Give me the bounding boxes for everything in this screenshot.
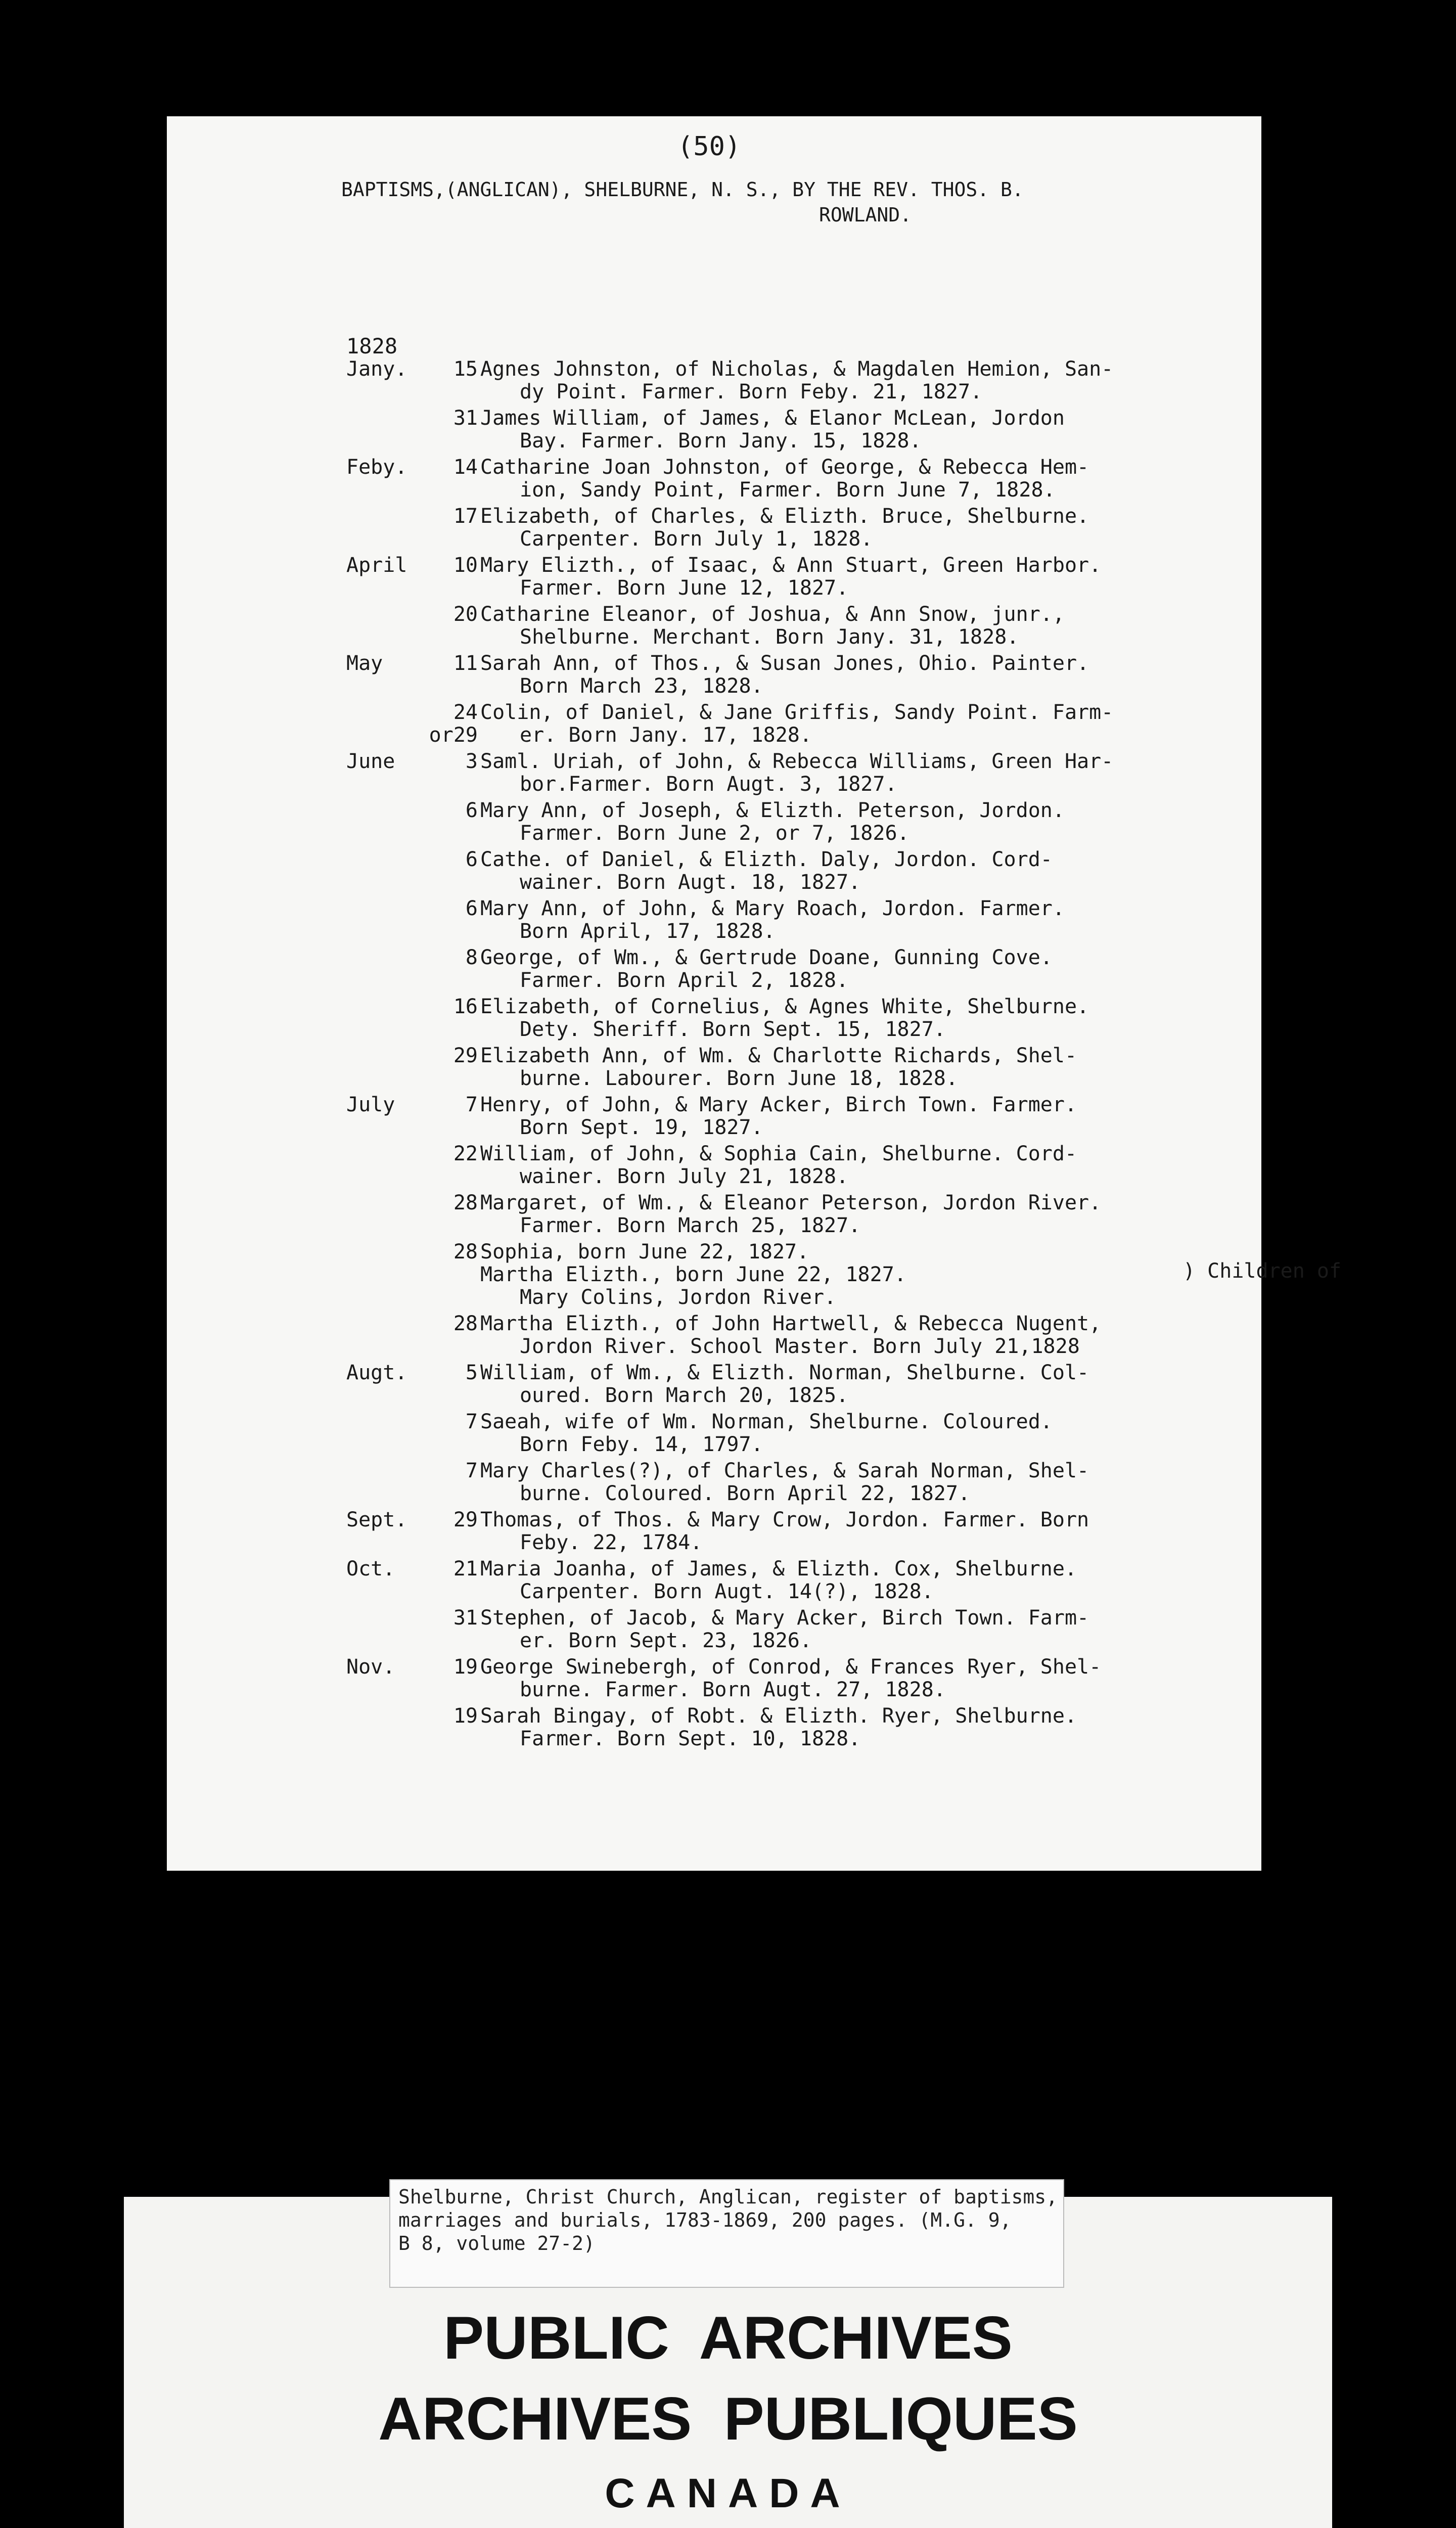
entry-line: ion, Sandy Point, Farmer. Born June 7, 1828. (520, 478, 1056, 502)
entry-month: Sept. (346, 1508, 407, 1531)
entry-line: Farmer. Born June 12, 1827. (520, 576, 849, 600)
entry-month: Augt. (346, 1361, 407, 1384)
entry-line: bor.Farmer. Born Augt. 3, 1827. (520, 773, 897, 796)
entry-text (480, 848, 1251, 894)
entry-line: Thomas, of Thos. & Mary Crow, Jordon. Farmer. Born (480, 1508, 1089, 1531)
baptism-entry (346, 897, 1251, 943)
entry-day: 28 (453, 1312, 478, 1335)
entry-line: Bay. Farmer. Born Jany. 15, 1828. (520, 429, 922, 453)
baptism-entry (346, 652, 1251, 698)
entry-text (480, 701, 1251, 747)
baptism-entries (346, 357, 1342, 1754)
entry-day: 29 (453, 1044, 478, 1067)
entry-line: er. Born Jany. 17, 1828. (520, 724, 812, 747)
baptism-entry (346, 750, 1251, 796)
entry-day: 22 (453, 1142, 478, 1165)
baptism-entry (346, 554, 1251, 600)
entry-text (480, 750, 1251, 796)
entry-aside: ) Children of (1183, 1259, 1342, 1283)
entry-day: 3 (465, 750, 478, 773)
entry-line: Farmer. Born Sept. 10, 1828. (520, 1727, 861, 1750)
entry-day: 31 (453, 1606, 478, 1630)
entry-day: 10 (453, 554, 478, 577)
entry-month: Oct. (346, 1557, 395, 1581)
entry-text (480, 1411, 1251, 1456)
entry-day: 6 (465, 848, 478, 871)
entry-line: William, of Wm., & Elizth. Norman, Shelburne. Col- (480, 1361, 1089, 1384)
entry-text (480, 1362, 1251, 1407)
baptism-entry (346, 1705, 1251, 1750)
entry-line: Born March 23, 1828. (520, 674, 763, 698)
header-line-2: ROWLAND. (819, 204, 912, 226)
entry-day: 15 (453, 357, 478, 381)
entry-line: Mary Charles(?), of Charles, & Sarah Norman, Shel- (480, 1459, 1089, 1482)
entry-line: Henry, of John, & Mary Acker, Birch Town. Farmer. (480, 1093, 1077, 1116)
baptism-entry (346, 407, 1251, 453)
entry-line: Jordon River. School Master. Born July 21,1828 (520, 1335, 1080, 1358)
baptism-entry (346, 1143, 1251, 1188)
baptism-entry (346, 946, 1251, 992)
entry-month: July (346, 1093, 395, 1116)
entry-line: Farmer. Born April 2, 1828. (520, 969, 849, 992)
entry-day: 7 (465, 1410, 478, 1433)
baptism-entry (346, 1045, 1251, 1090)
entry-text (480, 554, 1251, 600)
header-line-1: BAPTISMS,(ANGLICAN), SHELBURNE, N. S., BY THE REV. THOS. B. (341, 178, 1024, 201)
entry-line: Saml. Uriah, of John, & Rebecca Williams, Green Har- (480, 750, 1114, 773)
entry-day: 19 (453, 1655, 478, 1679)
entry-day: 5 (465, 1361, 478, 1384)
entry-month: April (346, 554, 407, 577)
entry-day: 28 (453, 1191, 478, 1214)
baptism-entry (346, 701, 1251, 747)
baptism-entry (346, 996, 1251, 1041)
entry-line: Stephen, of Jacob, & Mary Acker, Birch Town. Farm- (480, 1606, 1089, 1630)
entry-month: Feby. (346, 456, 407, 479)
entry-text (480, 505, 1251, 551)
entry-text (480, 1241, 1251, 1309)
entry-line: Colin, of Daniel, & Jane Griffis, Sandy Point. Farm- (480, 701, 1114, 724)
baptism-entry (346, 505, 1251, 551)
entry-day: 29 (453, 1508, 478, 1531)
baptism-entry (346, 1607, 1251, 1652)
entry-text (480, 456, 1251, 502)
slip-line-1: Shelburne, Christ Church, Anglican, register of baptisms, (398, 2186, 1058, 2208)
entry-line: James William, of James, & Elanor McLean, Jordon (480, 407, 1065, 430)
baptism-entry (346, 799, 1251, 845)
entry-text (480, 897, 1251, 943)
entry-day: 20 (453, 603, 478, 626)
entry-line: Mary Ann, of John, & Mary Roach, Jordon. Farmer. (480, 897, 1065, 920)
entry-text (480, 358, 1251, 403)
entry-line: Carpenter. Born Augt. 14(?), 1828. (520, 1580, 934, 1603)
entry-text (480, 1607, 1251, 1652)
entry-text (480, 1094, 1251, 1139)
entry-day: 17 (453, 505, 478, 528)
entry-line: Martha Elizth., of John Hartwell, & Rebecca Nugent, (480, 1312, 1102, 1335)
entry-line: Mary Colins, Jordon River. (520, 1286, 837, 1309)
entry-line: dy Point. Farmer. Born Feby. 21, 1827. (520, 380, 983, 403)
entry-line: Agnes Johnston, of Nicholas, & Magdalen Hemion, San- (480, 357, 1114, 381)
entry-line: George, of Wm., & Gertrude Doane, Gunning Cove. (480, 946, 1053, 969)
entry-line: Elizabeth Ann, of Wm. & Charlotte Richards, Shel- (480, 1044, 1077, 1067)
entry-line: wainer. Born Augt. 18, 1827. (520, 871, 861, 894)
entry-line: George Swinebergh, of Conrod, & Frances Ryer, Shel- (480, 1655, 1102, 1679)
entry-line: William, of John, & Sophia Cain, Shelburne. Cord- (480, 1142, 1077, 1165)
baptism-entry (346, 1192, 1251, 1237)
entry-day: 6 (465, 799, 478, 822)
entry-month: June (346, 750, 395, 773)
entry-text (480, 652, 1251, 698)
entry-day: 7 (465, 1459, 478, 1482)
entry-month: May (346, 652, 383, 675)
entry-line: Farmer. Born March 25, 1827. (520, 1214, 861, 1237)
baptism-entry (346, 1558, 1251, 1603)
entry-day: 14 (453, 456, 478, 479)
entry-day: 31 (453, 407, 478, 430)
entry-month: Jany. (346, 357, 407, 381)
baptism-entry (346, 1240, 1342, 1309)
entry-line: Margaret, of Wm., & Eleanor Peterson, Jordon River. (480, 1191, 1102, 1214)
baptism-entry (346, 603, 1251, 649)
entry-text (480, 1509, 1251, 1554)
entry-line: Farmer. Born June 2, or 7, 1826. (520, 822, 909, 845)
entry-line: burne. Coloured. Born April 22, 1827. (520, 1482, 971, 1505)
entry-day: 19 (453, 1704, 478, 1728)
entry-line: Sarah Ann, of Thos., & Susan Jones, Ohio. Painter. (480, 652, 1089, 675)
page-header (341, 177, 1251, 228)
entry-line: Born Sept. 19, 1827. (520, 1116, 763, 1139)
entry-day: 24 or29 (429, 701, 478, 747)
entry-text (480, 1656, 1251, 1701)
baptism-entry (346, 1094, 1251, 1139)
entry-line: Dety. Sheriff. Born Sept. 15, 1827. (520, 1018, 946, 1041)
entry-line: Elizabeth, of Charles, & Elizth. Bruce, Shelburne. (480, 505, 1089, 528)
entry-line: Feby. 22, 1784. (520, 1531, 703, 1554)
baptism-entry (346, 358, 1251, 403)
year-label: 1828 (346, 334, 398, 358)
entry-line: Saeah, wife of Wm. Norman, Shelburne. Coloured. (480, 1410, 1053, 1433)
entry-line: Born Feby. 14, 1797. (520, 1433, 763, 1456)
entry-line: oured. Born March 20, 1825. (520, 1384, 849, 1407)
entry-line: Catharine Eleanor, of Joshua, & Ann Snow, junr., (480, 603, 1065, 626)
entry-line: Cathe. of Daniel, & Elizth. Daly, Jordon. Cord- (480, 848, 1053, 871)
entry-text (480, 1460, 1251, 1505)
register-page (167, 116, 1342, 1871)
entry-line: burne. Labourer. Born June 18, 1828. (520, 1067, 958, 1090)
baptism-entry (346, 848, 1251, 894)
entry-day: 21 (453, 1557, 478, 1581)
entry-day: 11 (453, 652, 478, 675)
entry-text (480, 996, 1251, 1041)
entry-text (480, 1558, 1251, 1603)
entry-line: Shelburne. Merchant. Born Jany. 31, 1828. (520, 625, 1019, 649)
stamp-line-2: ARCHIVES PUBLIQUES (378, 2385, 1078, 2453)
entry-text (480, 799, 1251, 845)
entry-text (480, 1143, 1251, 1188)
entry-day: 7 (465, 1093, 478, 1116)
entry-line: Maria Joanha, of James, & Elizth. Cox, Shelburne. (480, 1557, 1077, 1581)
entry-line: Mary Elizth., of Isaac, & Ann Stuart, Green Harbor. (480, 554, 1102, 577)
entry-line: er. Born Sept. 23, 1826. (520, 1629, 812, 1652)
baptism-entry (346, 1362, 1251, 1407)
entry-month: Nov. (346, 1655, 395, 1679)
slip-line-2: marriages and burials, 1783-1869, 200 pages. (M.G. 9, (398, 2209, 1012, 2231)
baptism-entry (346, 1656, 1251, 1701)
entry-line: Born April, 17, 1828. (520, 920, 776, 943)
entry-line: Sarah Bingay, of Robt. & Elizth. Ryer, Shelburne. (480, 1704, 1077, 1728)
entry-text (480, 946, 1251, 992)
entry-line: Sophia, born June 22, 1827. (480, 1240, 809, 1263)
entry-line: Catharine Joan Johnston, of George, & Rebecca Hem- (480, 456, 1089, 479)
stamp-line-1: PUBLIC ARCHIVES (443, 2304, 1013, 2372)
slip-line-3: B 8, volume 27-2) (398, 2232, 595, 2254)
entry-line: burne. Farmer. Born Augt. 27, 1828. (520, 1678, 946, 1701)
baptism-entry (346, 456, 1251, 502)
baptism-entry (346, 1460, 1251, 1505)
entry-day: 28 (453, 1240, 478, 1263)
catalog-slip (389, 2179, 1064, 2288)
entry-line: Mary Ann, of Joseph, & Elizth. Peterson, Jordon. (480, 799, 1065, 822)
entry-day: 6 (465, 897, 478, 920)
entry-line: Carpenter. Born July 1, 1828. (520, 527, 873, 551)
entry-text (480, 603, 1251, 649)
entry-text (480, 407, 1251, 453)
entry-text (480, 1313, 1251, 1358)
stamp-line-3: CANADA (605, 2470, 851, 2516)
entry-line: wainer. Born July 21, 1828. (520, 1165, 849, 1188)
entry-line: Elizabeth, of Cornelius, & Agnes White, Shelburne. (480, 995, 1089, 1018)
baptism-entry (346, 1509, 1251, 1554)
entry-text (480, 1705, 1251, 1750)
baptism-entry (346, 1411, 1251, 1456)
page-number: (50) (677, 131, 741, 162)
entry-day: 8 (465, 946, 478, 969)
entry-text (480, 1045, 1251, 1090)
entry-text (480, 1192, 1251, 1237)
entry-line: Martha Elizth., born June 22, 1827. (480, 1263, 906, 1286)
baptism-entry (346, 1313, 1251, 1358)
entry-day: 16 (453, 995, 478, 1018)
